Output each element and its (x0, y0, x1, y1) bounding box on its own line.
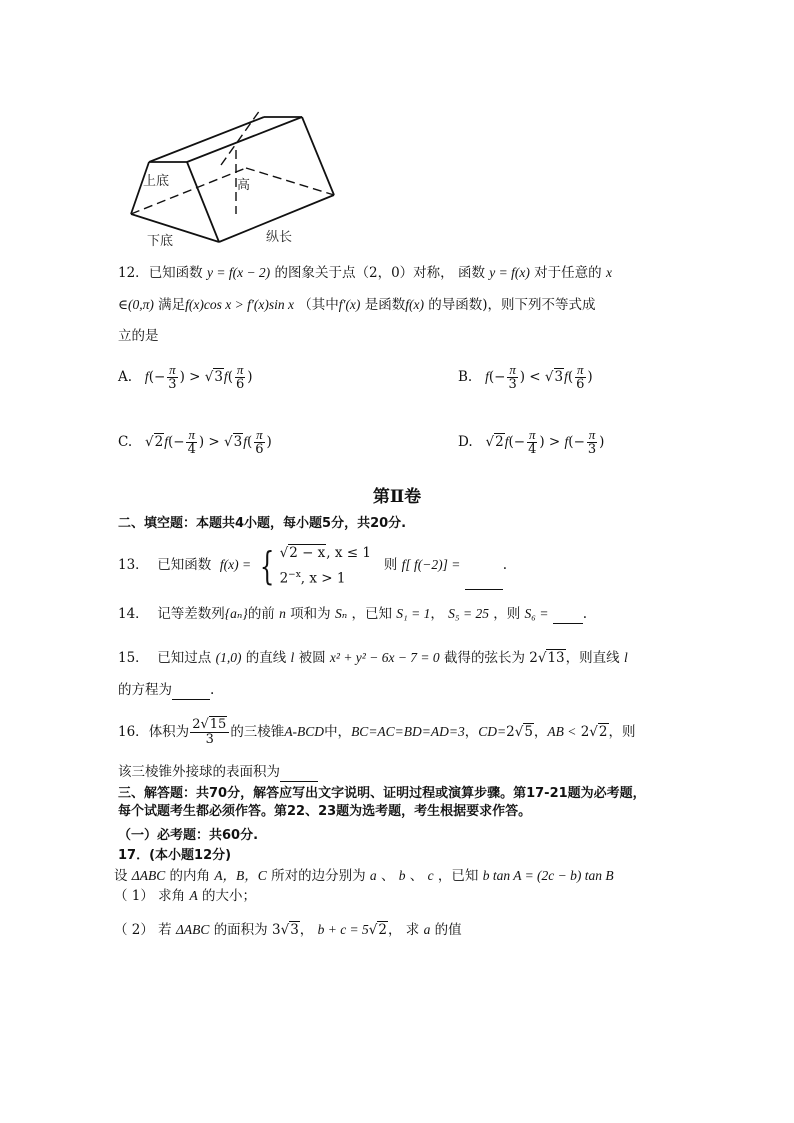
q12-option-a[interactable]: A. f(− $\frac{\pi}{3}$ ) > √3f( $\frac{\pi}{6}$ ) (118, 362, 253, 392)
q12-option-d[interactable]: D. √2f(− $\frac{\pi}{4}$ ) > f(− $\frac{\pi}{3}$ ) (458, 427, 605, 457)
q16-answer-blank[interactable] (280, 767, 318, 782)
prism-edge-bottom-left (131, 214, 219, 242)
q17-part2: （ 2） 若 ΔABC 的面积为 3√3， b + c = 5√2， 求 a 的值 (114, 922, 462, 938)
q12-option-c[interactable]: C. √2f(− $\frac{\pi}{4}$ ) > √3f( $\frac{\pi}{6}$ ) (118, 427, 272, 457)
q17-header: 17．(本小题12分) (118, 848, 232, 863)
q12-line2: ∈(0,π) 满足f(x)cos x > f′(x)sin x （其中f′(x) 是函数f(x) 的导函数)，则下列不等式成 (118, 297, 596, 313)
q16-line1: 16．体积为 $\frac{2√15}{3}$ 的三棱锥A-BCD中，BC=AC=BD=AD=3，CD=2√5，AB < 2√2，则 (118, 717, 636, 747)
q14: 14． 记等差数列{aₙ}的前 n 项和为 Sₙ ，已知 S₁ = 1， S₅ = 25 ，则 S₆ = . (118, 606, 588, 622)
q15-line1: 15． 已知过点 (1,0) 的直线 l 被圆 x² + y² − 6x − 7 = 0 截得的弦长为 2√13，则直线 l (118, 650, 628, 666)
prism-edge-right-slope (302, 117, 334, 195)
q17-part1: （ 1） 求角 A 的大小； (114, 888, 257, 904)
piecewise-brace: { (260, 543, 275, 588)
q14-answer-blank[interactable] (553, 609, 583, 624)
label-height: 高 (237, 178, 251, 193)
prism-edge-front-right (187, 162, 219, 242)
q12-line3: 立的是 (118, 328, 159, 344)
section-title: 第Ⅱ卷 (372, 487, 422, 507)
prism-hidden-diagonal (221, 110, 260, 165)
prism-figure (120, 110, 360, 250)
q15-line2: 的方程为 . (118, 682, 215, 698)
q12-line1: 12．已知函数 y = f(x − 2) 的图象关于点（2，0）对称， 函数 y = f(x) 对于任意的 x (118, 265, 612, 281)
q17-stem: 设 ΔABC 的内角 A，B，C 所对的边分别为 a 、 b 、 c ，已知 b tan A = (2c − b) tan B (114, 868, 614, 884)
label-top-base: 上底 (143, 174, 170, 189)
section3-line1: 三、解答题：共70分，解答应写出文字说明、证明过程或演算步骤。第17-21题为必考题， (118, 786, 646, 801)
piecewise-cases: √2 − x, x ≤ 1 $2^{-x}$, x > 1 (279, 544, 371, 587)
q13: 13． 已知函数 f(x) = { √2 − x, x ≤ 1 $2^{-x}$, x > 1 则 f[ f(−2)] = . (118, 540, 507, 590)
fill-in-header: 二、填空题：本题共4小题，每小题5分，共20分. (118, 516, 407, 531)
q12-option-b[interactable]: B. f(− $\frac{\pi}{3}$ ) < √3f( $\frac{\pi}{6}$ ) (458, 362, 593, 392)
section3-line3: （一）必考题：共60分. (118, 828, 259, 843)
q15-answer-blank[interactable] (172, 685, 210, 700)
volume-fraction: $\frac{2√15}{3}$ (190, 718, 229, 747)
section3-line2: 每个试题考生都必须作答。第22、23题为选考题，考生根据要求作答。 (118, 804, 532, 819)
label-length: 纵长 (266, 230, 293, 245)
q16-line2: 该三棱锥外接球的表面积为 (118, 762, 318, 782)
prism-hidden-bottom-back (246, 168, 334, 195)
q13-answer-blank[interactable] (465, 575, 503, 590)
label-bottom-base: 下底 (147, 234, 174, 249)
